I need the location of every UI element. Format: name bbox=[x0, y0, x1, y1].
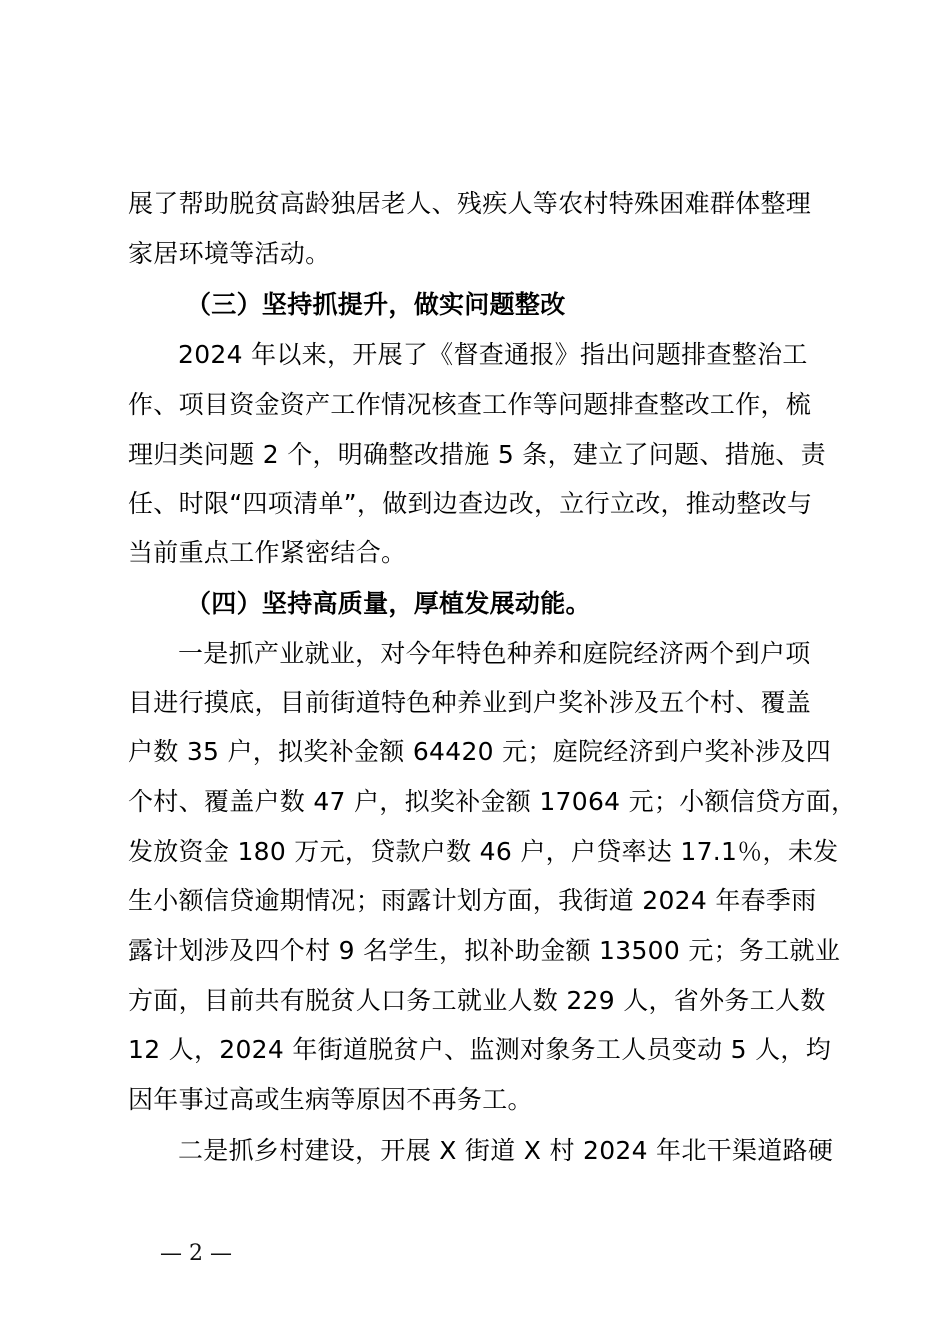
body-text-line: 家居环境等活动。 bbox=[128, 239, 331, 268]
body-text-line: 户数 35 户，拟奖补金额 64420 元；庭院经济到户奖补涉及四 bbox=[128, 737, 832, 766]
body-text-line: 露计划涉及四个村 9 名学生，拟补助金额 13500 元；务工就业 bbox=[128, 936, 841, 965]
body-text-line: 因年事过高或生病等原因不再务工。 bbox=[128, 1085, 533, 1114]
body-text-line: 作、项目资金资产工作情况核查工作等问题排查整改工作，梳 bbox=[128, 390, 812, 419]
body-text-line: 个村、覆盖户数 47 户，拟奖补金额 17064 元；小额信贷方面， bbox=[128, 787, 857, 816]
body-text-line: 一是抓产业就业，对今年特色种养和庭院经济两个到户项 bbox=[178, 639, 811, 668]
body-text-line: 当前重点工作紧密结合。 bbox=[128, 538, 407, 567]
section-heading-3: （三）坚持抓提升，做实问题整改 bbox=[186, 290, 566, 319]
body-text-line: 任、时限“四项清单”，做到边查边改，立行立改，推动整改与 bbox=[128, 489, 813, 518]
body-text-line: 理归类问题 2 个，明确整改措施 5 条，建立了问题、措施、责 bbox=[128, 440, 826, 469]
body-text-line: 生小额信贷逾期情况；雨露计划方面，我街道 2024 年春季雨 bbox=[128, 886, 817, 915]
body-text-line: 目进行摸底，目前街道特色种养业到户奖补涉及五个村、覆盖 bbox=[128, 688, 812, 717]
page-number: — 2 — bbox=[160, 1241, 232, 1266]
body-text-line: 12 人，2024 年街道脱贫户、监测对象务工人员变动 5 人，均 bbox=[128, 1035, 832, 1064]
section-heading-4: （四）坚持高质量，厚植发展动能。 bbox=[186, 589, 591, 618]
body-text-line: 方面，目前共有脱贫人口务工就业人数 229 人，省外务工人数 bbox=[128, 986, 826, 1015]
body-text-line: 展了帮助脱贫高龄独居老人、残疾人等农村特殊困难群体整理 bbox=[128, 189, 812, 218]
body-text-line: 发放资金 180 万元，贷款户数 46 户，户贷率达 17.1％，未发 bbox=[128, 837, 839, 866]
body-text-line: 二是抓乡村建设，开展 X 街道 X 村 2024 年北干渠道路硬 bbox=[178, 1136, 834, 1165]
body-text-line: 2024 年以来，开展了《督查通报》指出问题排查整治工 bbox=[178, 340, 808, 369]
